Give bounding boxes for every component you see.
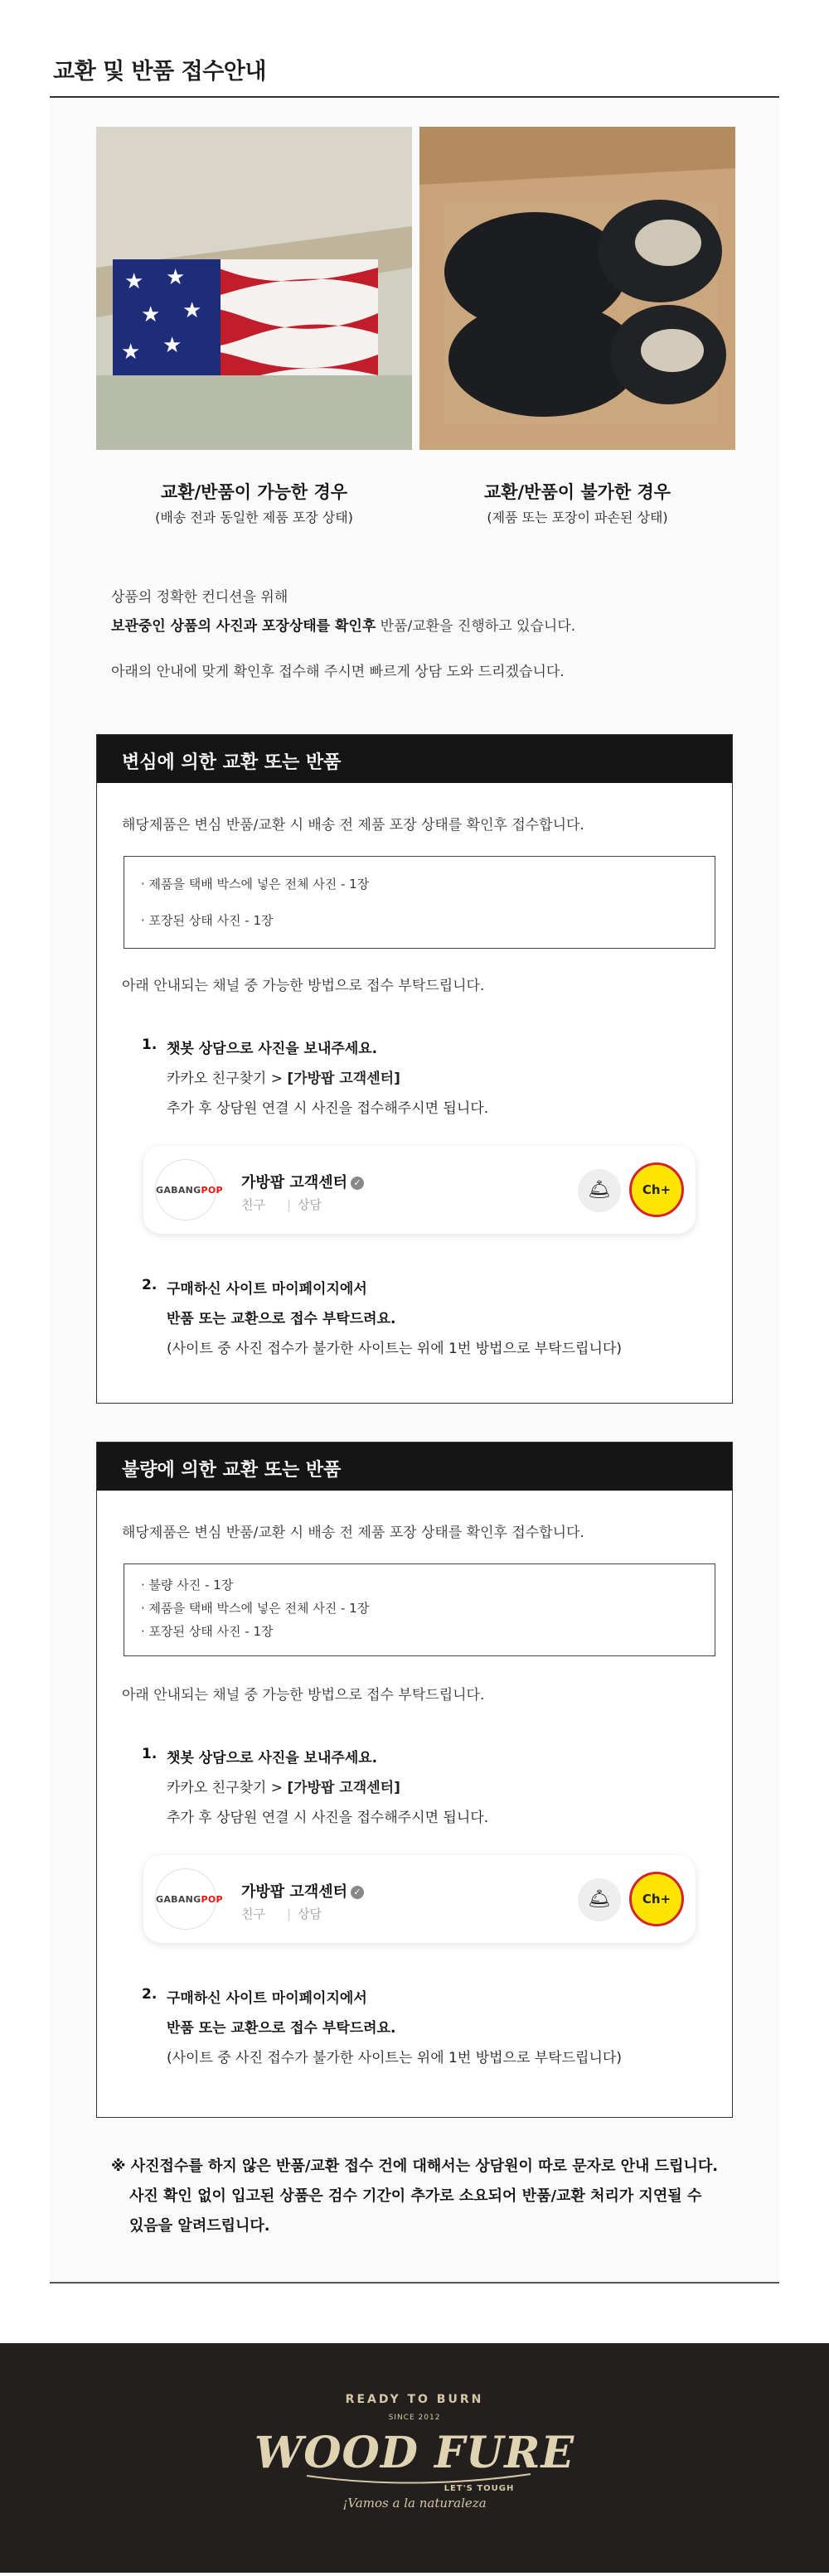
kakao-channel-name: 가방팝 고객센터 ✓ <box>241 1171 364 1192</box>
intro-line-1: 상품의 정확한 컨디션을 위해 <box>111 589 288 606</box>
verified-icon: ✓ <box>351 1177 364 1190</box>
flag-box-image <box>96 127 412 450</box>
brand-wordmark: WOOD FURE <box>254 2428 575 2478</box>
step-1-title: 챗봇 상담으로 사진을 보내주세요. <box>167 1750 378 1766</box>
required-items-box <box>124 856 715 949</box>
woodfure-logo <box>0 2343 829 2573</box>
step-1-path: 카카오 친구찾기 > <box>167 1780 288 1796</box>
list-item: · 포장된 상태 사진 - 1장 <box>141 913 274 928</box>
section-description: 해당제품은 변심 반품/교환 시 배송 전 제품 포장 상태를 확인후 접수합니다. <box>122 1525 584 1541</box>
step-1-channel-name: [가방팝 고객센터] <box>287 1071 400 1087</box>
step-1-line-2 <box>167 1776 400 1796</box>
step-2-note: (사이트 중 사진 접수가 불가한 사이트는 위에 1번 방법으로 부탁드립니다) <box>167 2050 622 2066</box>
step-1-line-3: 추가 후 상담원 연결 시 사진을 접수해주시면 됩니다. <box>167 1810 489 1826</box>
photo-allowed-box <box>96 127 412 450</box>
list-item: · 제품을 택배 박스에 넣은 전체 사진 - 1장 <box>141 877 370 892</box>
step-2-title-1: 구매하신 사이트 마이페이지에서 <box>167 1281 367 1298</box>
channel-intro: 아래 안내되는 채널 중 가능한 방법으로 접수 부탁드립니다. <box>122 978 485 994</box>
kakao-channel-meta: 친구 | 상담 <box>241 1907 322 1921</box>
caption-not-allowed-subtitle: (제품 또는 포장이 파손된 상태) <box>487 510 668 525</box>
step-1-number: 1. <box>142 1746 158 1762</box>
kakao-channel-add-button[interactable]: Ch+ <box>629 1872 684 1926</box>
step-2-note: (사이트 중 사진 접수가 불가한 사이트는 위에 1번 방법으로 부탁드립니다) <box>167 1341 622 1357</box>
section-change-of-mind <box>96 734 733 1404</box>
gabangpop-logo: GABANGPOP <box>155 1159 216 1220</box>
step-1-number: 1. <box>142 1037 158 1053</box>
notice-line-2: 사진 확인 없이 입고된 상품은 검수 기간이 추가로 소요되어 반품/교환 처리가 지연될 수 <box>129 2187 702 2205</box>
footer <box>0 2343 829 2573</box>
svg-text:★: ★ <box>166 265 186 290</box>
svg-text:★: ★ <box>162 333 182 358</box>
step-2-number: 2. <box>142 1277 158 1293</box>
svg-text:★: ★ <box>182 298 202 323</box>
step-1-line-3: 추가 후 상담원 연결 시 사진을 접수해주시면 됩니다. <box>167 1100 489 1117</box>
bottom-divider <box>50 2282 779 2284</box>
caption-not-allowed-title: 교환/반품이 불가한 경우 <box>483 482 671 502</box>
kakao-channel-add-button[interactable]: Ch+ <box>629 1162 684 1217</box>
step-1-title: 챗봇 상담으로 사진을 보내주세요. <box>167 1041 378 1057</box>
kakao-channel-name: 가방팝 고객센터 ✓ <box>241 1880 364 1902</box>
kakao-channel-card[interactable] <box>143 1855 696 1943</box>
section-defect <box>96 1442 733 2118</box>
svg-text:★: ★ <box>121 340 141 365</box>
section-header: 불량에 의한 교환 또는 반품 <box>97 1443 732 1491</box>
gabangpop-logo: GABANGPOP <box>155 1868 216 1930</box>
list-item: · 포장된 상태 사진 - 1장 <box>141 1624 274 1639</box>
boots-box-image <box>419 127 735 450</box>
notice-line-3: 있음을 알려드립니다. <box>129 2217 270 2235</box>
kakao-channel-meta: 친구 | 상담 <box>241 1197 322 1212</box>
verified-icon: ✓ <box>351 1886 364 1899</box>
section-header: 변심에 의한 교환 또는 반품 <box>97 735 732 783</box>
step-1-channel-name: [가방팝 고객센터] <box>287 1780 400 1796</box>
tagline-top: READY TO BURN <box>345 2393 484 2406</box>
intro-line-2 <box>111 614 575 635</box>
slogan-2: ¡Vamos a la naturaleza <box>342 2496 487 2511</box>
step-1-line-2 <box>167 1066 400 1087</box>
photo-not-allowed-box <box>419 127 735 450</box>
page-title: 교환 및 반품 접수안내 <box>53 59 266 85</box>
section-description: 해당제품은 변심 반품/교환 시 배송 전 제품 포장 상태를 확인후 접수합니다. <box>122 817 584 834</box>
bell-icon[interactable]: 🛎 <box>578 1878 621 1921</box>
kakao-channel-card[interactable] <box>143 1146 696 1234</box>
slogan-1: LET'S TOUGH <box>444 2484 515 2493</box>
list-item: · 제품을 택배 박스에 넣은 전체 사진 - 1장 <box>141 1601 370 1616</box>
required-items-box <box>124 1563 715 1656</box>
step-2-number: 2. <box>142 1986 158 2003</box>
step-2-title-2: 반품 또는 교환으로 접수 부탁드려요. <box>167 2020 396 2037</box>
bell-icon[interactable]: 🛎 <box>578 1169 621 1212</box>
step-2-title-1: 구매하신 사이트 마이페이지에서 <box>167 1990 367 2007</box>
svg-text:★: ★ <box>124 269 144 294</box>
list-item: · 불량 사진 - 1장 <box>141 1578 234 1592</box>
intro-line-2-bold: 보관중인 상품의 사진과 포장상태를 확인후 <box>111 618 376 635</box>
intro-line-2-rest: 반품/교환을 진행하고 있습니다. <box>376 618 576 635</box>
step-1-path: 카카오 친구찾기 > <box>167 1071 288 1087</box>
channel-intro: 아래 안내되는 채널 중 가능한 방법으로 접수 부탁드립니다. <box>122 1687 485 1704</box>
notice-line-1: ※ 사진접수를 하지 않은 반품/교환 접수 건에 대해서는 상담원이 따로 문자로 안내 드립니다. <box>111 2158 719 2175</box>
since-text: SINCE 2012 <box>388 2414 441 2422</box>
svg-text:★: ★ <box>141 302 161 327</box>
step-2-title-2: 반품 또는 교환으로 접수 부탁드려요. <box>167 1311 396 1327</box>
caption-allowed-subtitle: (배송 전과 동일한 제품 포장 상태) <box>155 510 353 525</box>
caption-allowed-title: 교환/반품이 가능한 경우 <box>160 482 348 502</box>
intro-line-3: 아래의 안내에 맞게 확인후 접수해 주시면 빠르게 상담 도와 드리겠습니다. <box>111 664 565 680</box>
